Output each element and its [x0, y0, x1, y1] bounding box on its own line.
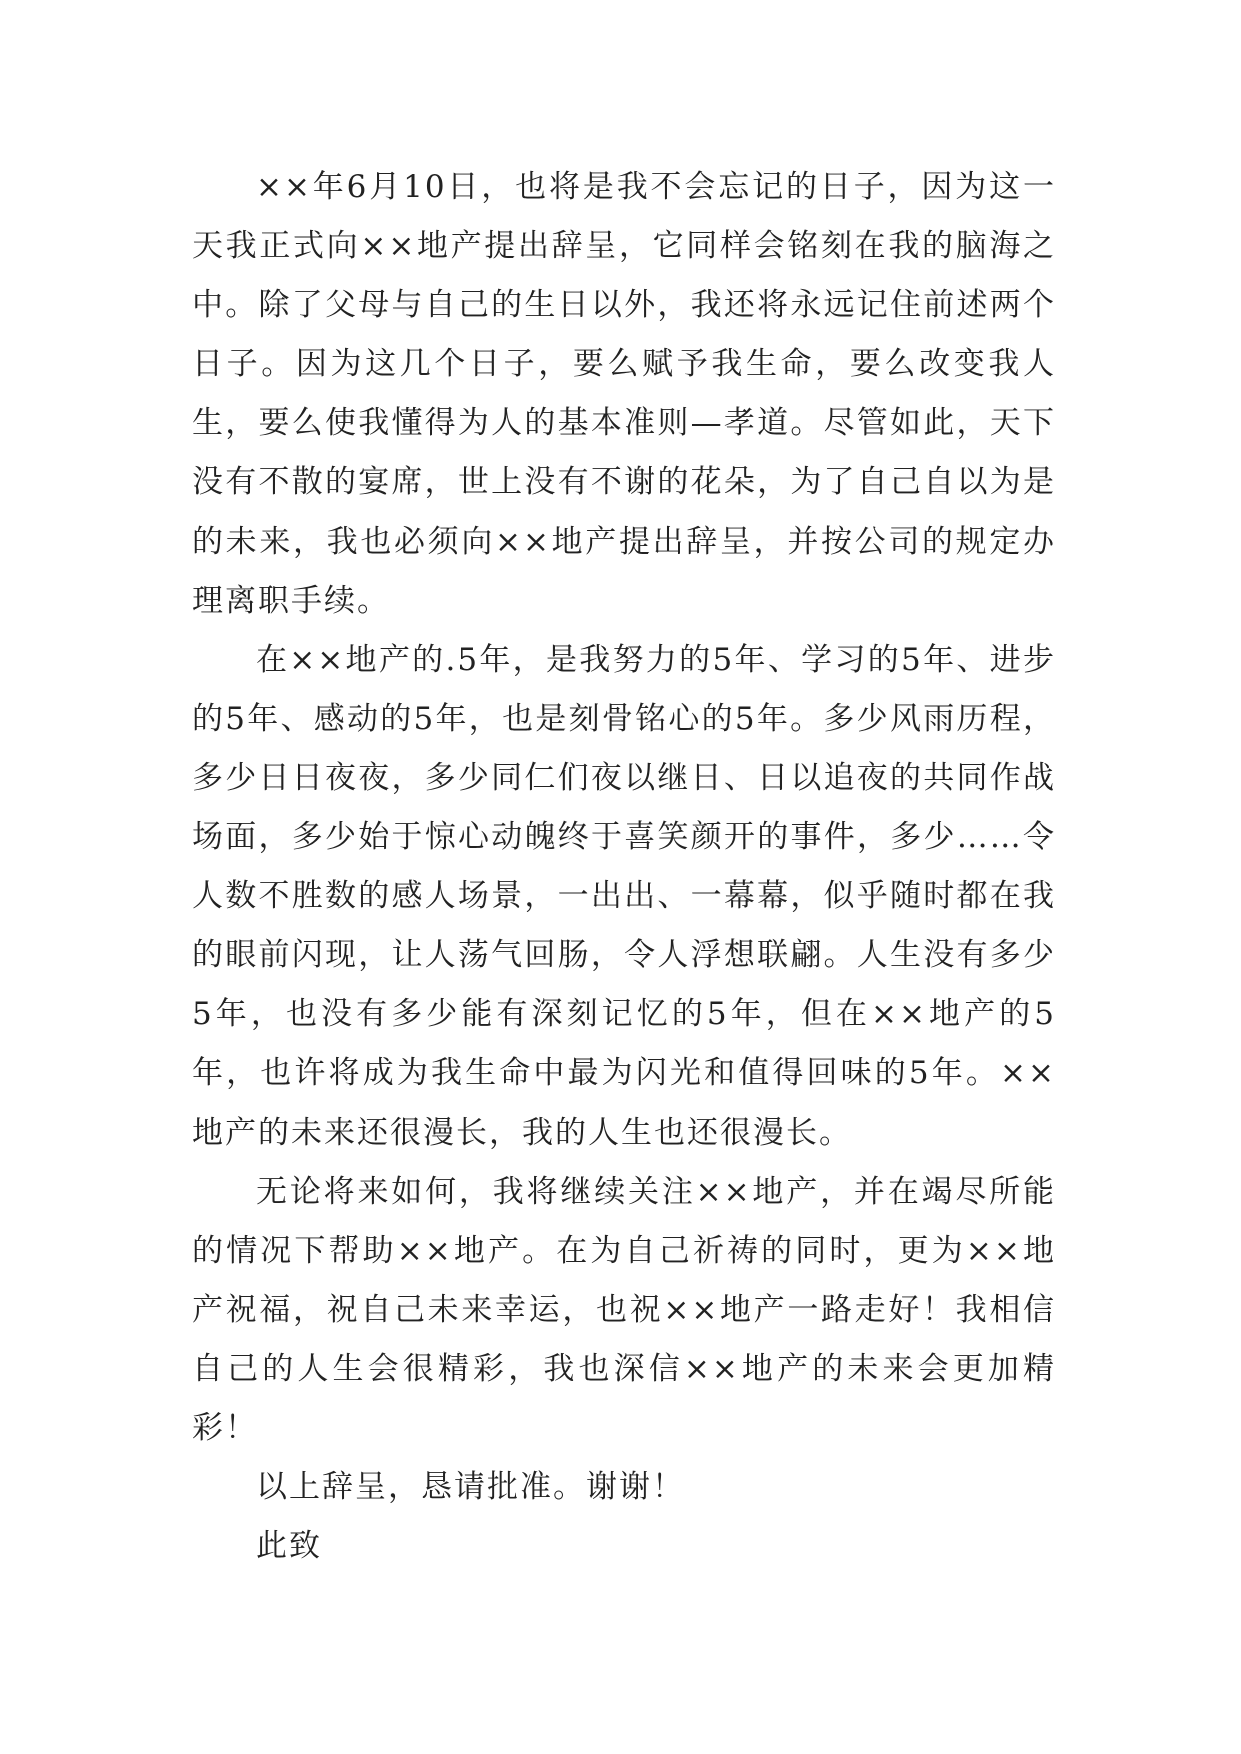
paragraph-closing: 此致 — [256, 1528, 322, 1565]
paragraph-future-wishes: 无论将来如何，我将继续关注××地产，并在竭尽所能的情况下帮助××地产。在为自己祈祷的同时，更为××地产祝福，祝自己未来幸运，也祝××地产一路走好！我相信自己的人生会很精彩，我也深信××地产的未来会更加精彩！ — [192, 1173, 1056, 1446]
letter-body — [192, 158, 1056, 1576]
paragraph-approval-request: 以上辞呈，恳请批准。谢谢！ — [256, 1469, 685, 1506]
paragraph-resignation-date: ××年6月10日，也将是我不会忘记的日子，因为这一天我正式向××地产提出辞呈，它同样会铭刻在我的脑海之中。除了父母与自己的生日以外，我还将永远记住前述两个日子。因为这几个日子，要么赋予我生命，要么改变我人生，要么使我懂得为人的基本准则—孝道。尽管如此，天下没有不散的宴席，世上没有不谢的花朵，为了自己自以为是的未来，我也必须向××地产提出辞呈，并按公司的规定办理离职手续。 — [192, 169, 1056, 619]
paragraph-five-years: 在××地产的.5年，是我努力的5年、学习的5年、进步的5年、感动的5年，也是刻骨铭心的5年。多少风雨历程，多少日日夜夜，多少同仁们夜以继日、日以追夜的共同作战场面，多少始于惊心动魄终于喜笑颜开的事件，多少……令人数不胜数的感人场景，一出出、一幕幕，似乎随时都在我的眼前闪现，让人荡气回肠，令人浮想联翩。人生没有多少5年，也没有多少能有深刻记忆的5年，但在××地产的5年，也许将成为我生命中最为闪光和值得回味的5年。××地产的未来还很漫长，我的人生也还很漫长。 — [192, 641, 1056, 1151]
